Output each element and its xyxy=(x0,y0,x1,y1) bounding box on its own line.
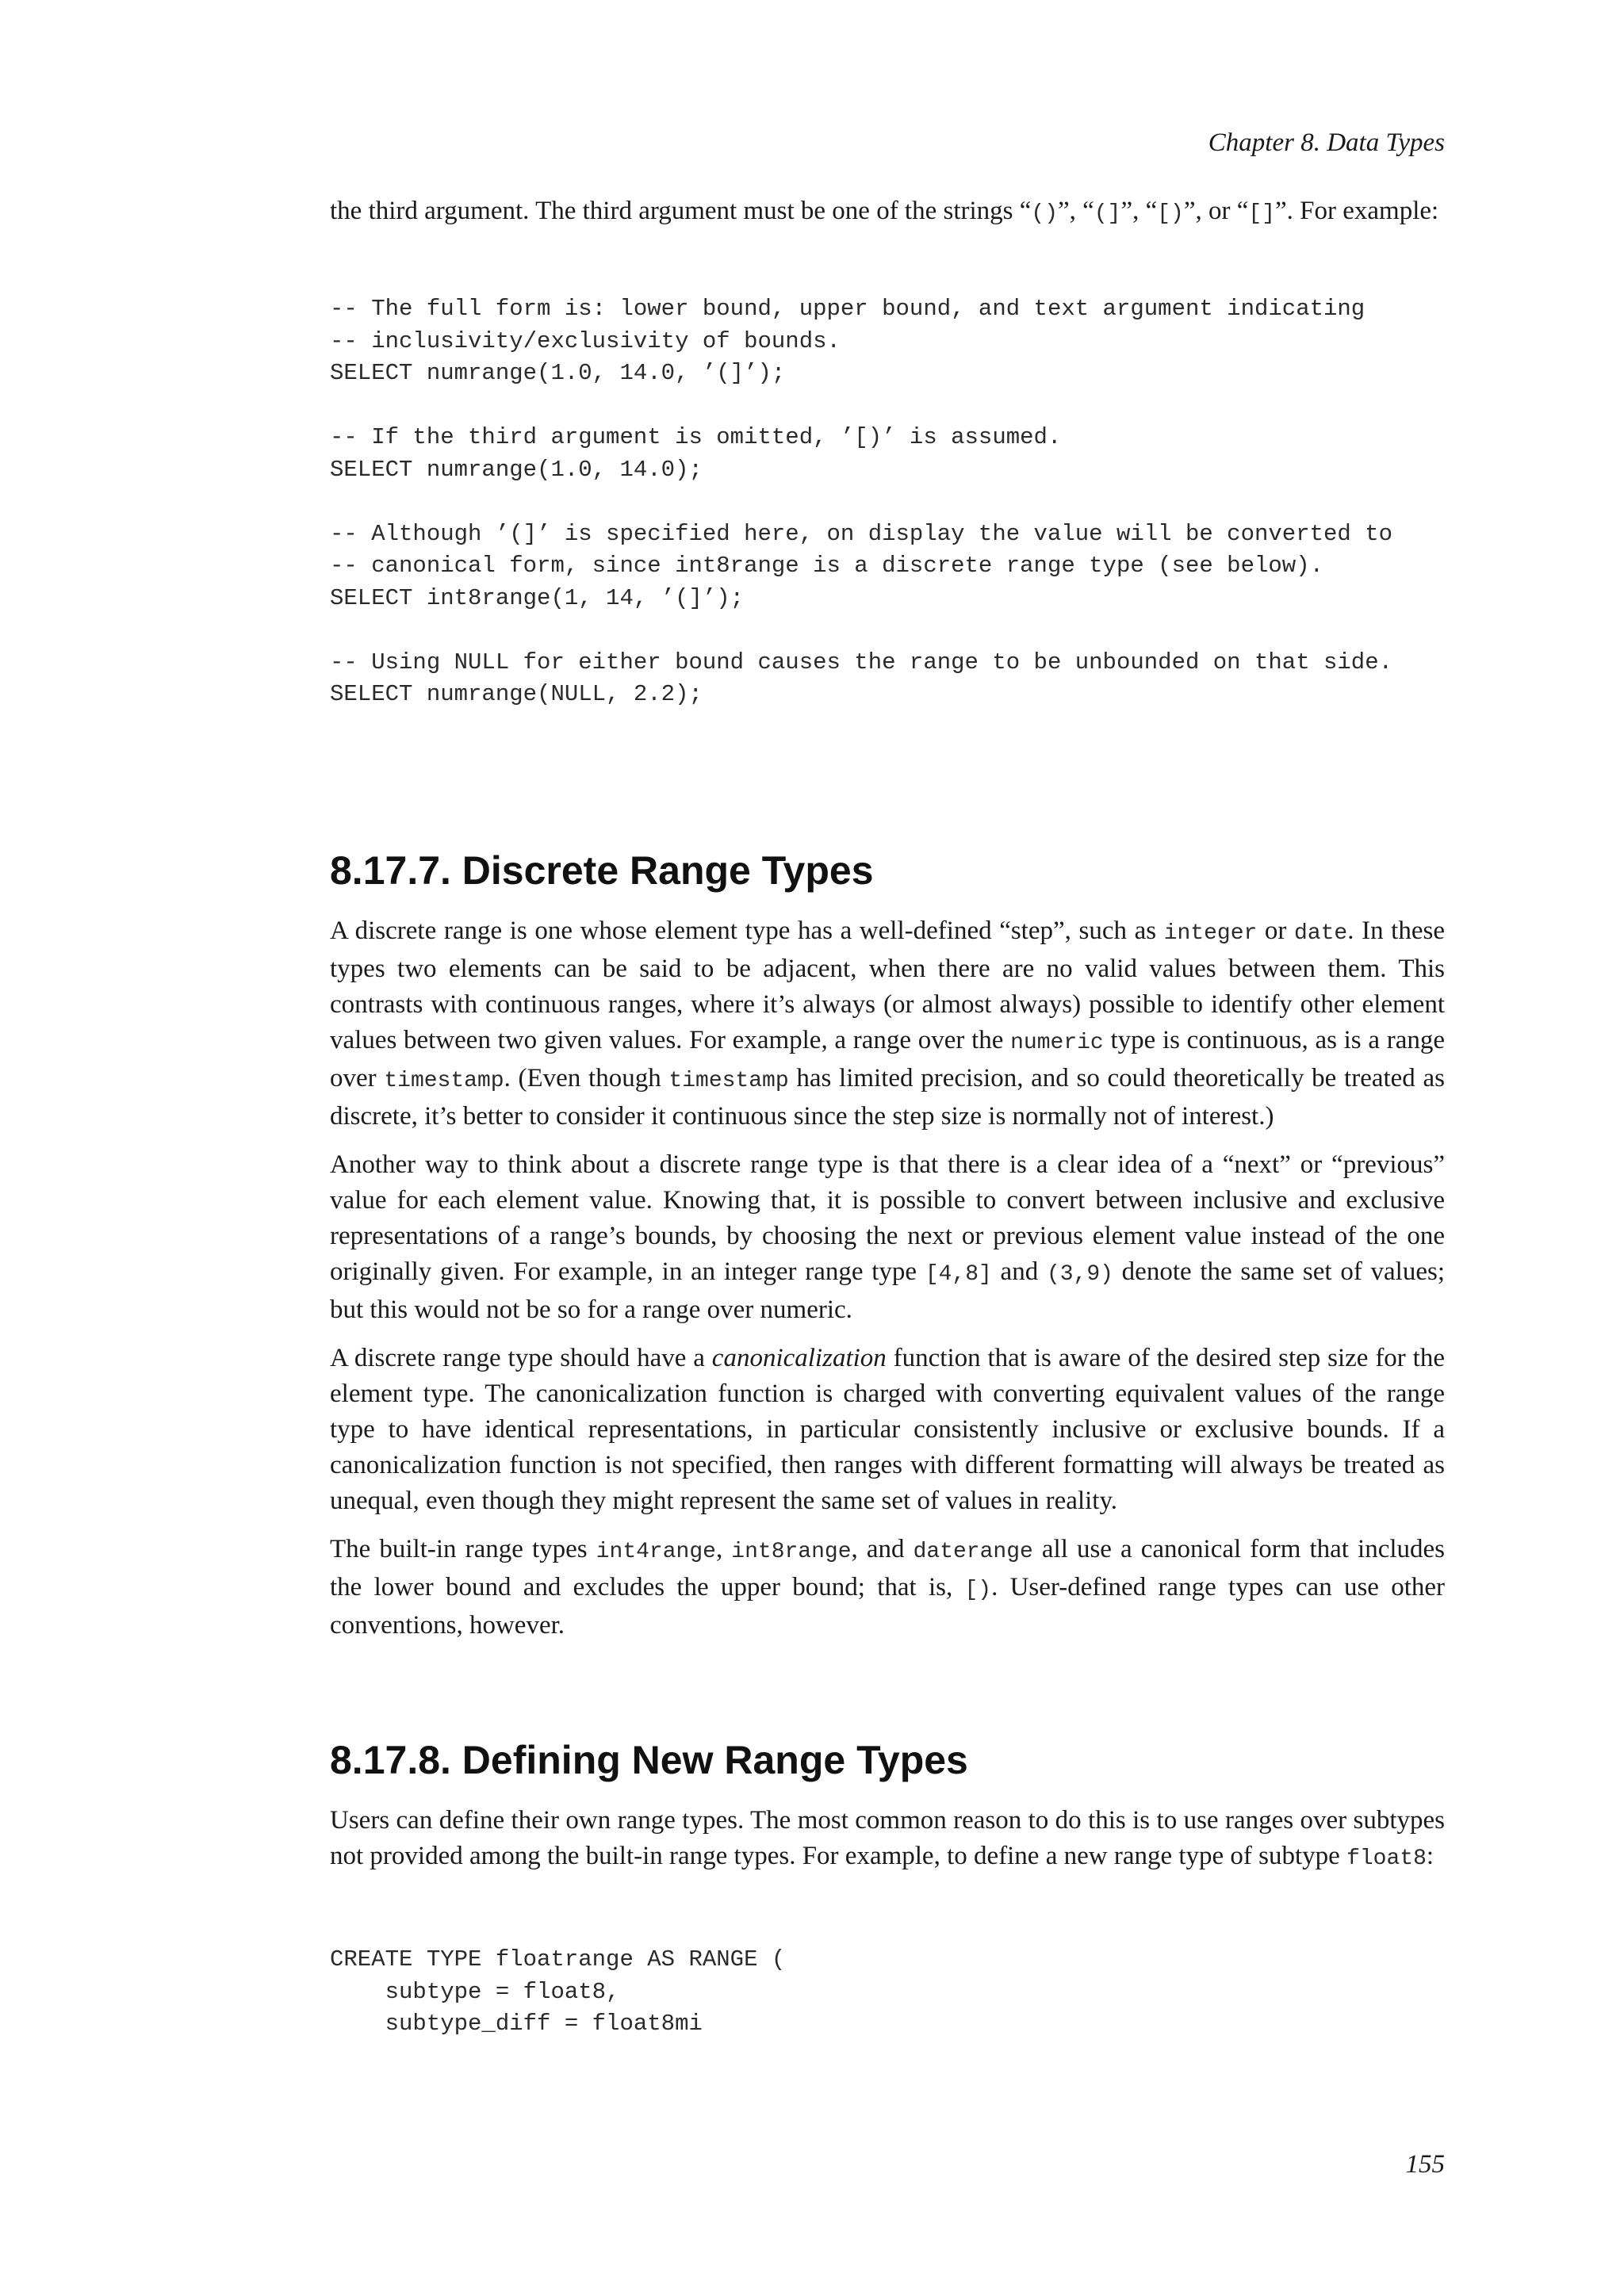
inline-code: [) xyxy=(1157,201,1184,226)
paragraph xyxy=(330,913,1445,1135)
code-example-numrange: -- The full form is: lower bound, upper bound, and text argument indicating -- inclusivity/exclusivity of bounds. SELECT numrange(1.0, 14.0, ’(]’); -- If the third argument is omitted, ’[)’ is assumed. SELECT numrange(1.0, 14.0); -- Although ’(]’ is specified here, on display the value will be converted to -- canonical form, since int8range is a discrete range type (see below). SELECT int8range(1, 14, ’(]’); -- Using NULL for either bound causes the range to be unbounded on that side. SELECT numrange(NULL, 2.2); xyxy=(330,296,1393,707)
text-run: . (Even though xyxy=(504,1064,669,1093)
text-run: function that is aware of the desired step size for the element type. The canonicalization function is charged with converting equivalent values of the range type to have identical representations, in particular consistently inclusive or exclusive bounds. If a canonicalization function is not specified, then ranges with different formatting will always be treated as unequal, even though they might represent the same set of values in reality. xyxy=(330,1344,1445,1515)
text-run: : xyxy=(1426,1842,1434,1870)
inline-code: () xyxy=(1031,201,1059,226)
section-heading-defining-new-range-types: 8.17.8. Defining New Range Types xyxy=(330,1738,968,1782)
running-header: Chapter 8. Data Types xyxy=(1208,128,1445,157)
inline-code: (3,9) xyxy=(1046,1262,1113,1287)
text-run: , xyxy=(715,1535,732,1563)
inline-code: int8range xyxy=(731,1540,852,1564)
text-run: The built-in range types xyxy=(330,1535,596,1563)
inline-code: (] xyxy=(1094,201,1121,226)
text-run: ”, “ xyxy=(1058,197,1094,225)
paragraph xyxy=(330,1803,1445,1877)
section-heading-discrete-range-types: 8.17.7. Discrete Range Types xyxy=(330,848,874,893)
inline-code: integer xyxy=(1163,921,1258,946)
section-defining-body xyxy=(330,1803,1445,1889)
text-run: , and xyxy=(851,1535,914,1563)
text-run: ”. For example: xyxy=(1275,197,1439,225)
text-run: Another way to think about a discrete range type is that there is a clear idea of a “next” or “previous” value for each element value. Knowing that, it is possible to convert between inclusive and exclusive representations of a range’s bounds, by choosing the next or previous element value instead of the one originally given. For example, in an integer range type xyxy=(330,1150,1445,1286)
inline-code: daterange xyxy=(913,1540,1033,1564)
inline-code: int4range xyxy=(596,1540,716,1564)
intro-paragraph xyxy=(330,193,1445,244)
text-run: ”, or “ xyxy=(1183,197,1249,225)
paragraph xyxy=(330,1341,1445,1519)
paragraph xyxy=(330,1147,1445,1328)
emphasis: canonicalization xyxy=(711,1344,887,1372)
text-run: the third argument. The third argument must be one of the strings “ xyxy=(330,197,1032,225)
paragraph xyxy=(330,1532,1445,1644)
inline-code: numeric xyxy=(1010,1031,1104,1055)
inline-code: timestamp xyxy=(384,1069,504,1093)
text-run: has limited precision, and so could theoretically be treated as discrete, it’s better to consider it continuous since the step size is normally not of interest.) xyxy=(330,1064,1445,1131)
section-discrete-body xyxy=(330,913,1445,1656)
text-run: and xyxy=(991,1257,1047,1286)
text-run: A discrete range is one whose element type has a well-defined “step”, such as xyxy=(330,916,1164,945)
text-run: type is continuous, as is a range over xyxy=(330,1026,1445,1093)
code-example-create-type: CREATE TYPE floatrange AS RANGE ( subtype = float8, subtype_diff = float8mi xyxy=(330,1946,786,2037)
text-run: all use a canonical form that includes the lower bound and excludes the upper bound; that is, xyxy=(330,1535,1445,1601)
text-run: Users can define their own range types. The most common reason to do this is to use ranges over subtypes not provided among the built-in range types. For example, to define a new range type of subtype xyxy=(330,1806,1445,1870)
inline-code: [) xyxy=(964,1578,992,1602)
inline-code: date xyxy=(1294,921,1348,946)
inline-code: timestamp xyxy=(668,1069,789,1093)
text-run: or xyxy=(1257,916,1295,945)
text-run: A discrete range type should have a xyxy=(330,1344,712,1372)
text-run: denote the same set of values; but this would not be so for a range over numeric. xyxy=(330,1257,1446,1324)
inline-code: [] xyxy=(1248,201,1275,226)
text-run: . In these types two elements can be said to be adjacent, when there are no valid values between them. This contrasts with continuous ranges, where it’s always (or almost always) possible to identify other element values between two given values. For example, a range over the xyxy=(330,916,1445,1054)
text-run: ”, “ xyxy=(1120,197,1158,225)
inline-code: [4,8] xyxy=(925,1262,992,1287)
inline-code: float8 xyxy=(1346,1846,1427,1871)
text-run: . User-defined range types can use other conventions, however. xyxy=(330,1573,1445,1640)
page-number: 155 xyxy=(1405,2150,1445,2179)
